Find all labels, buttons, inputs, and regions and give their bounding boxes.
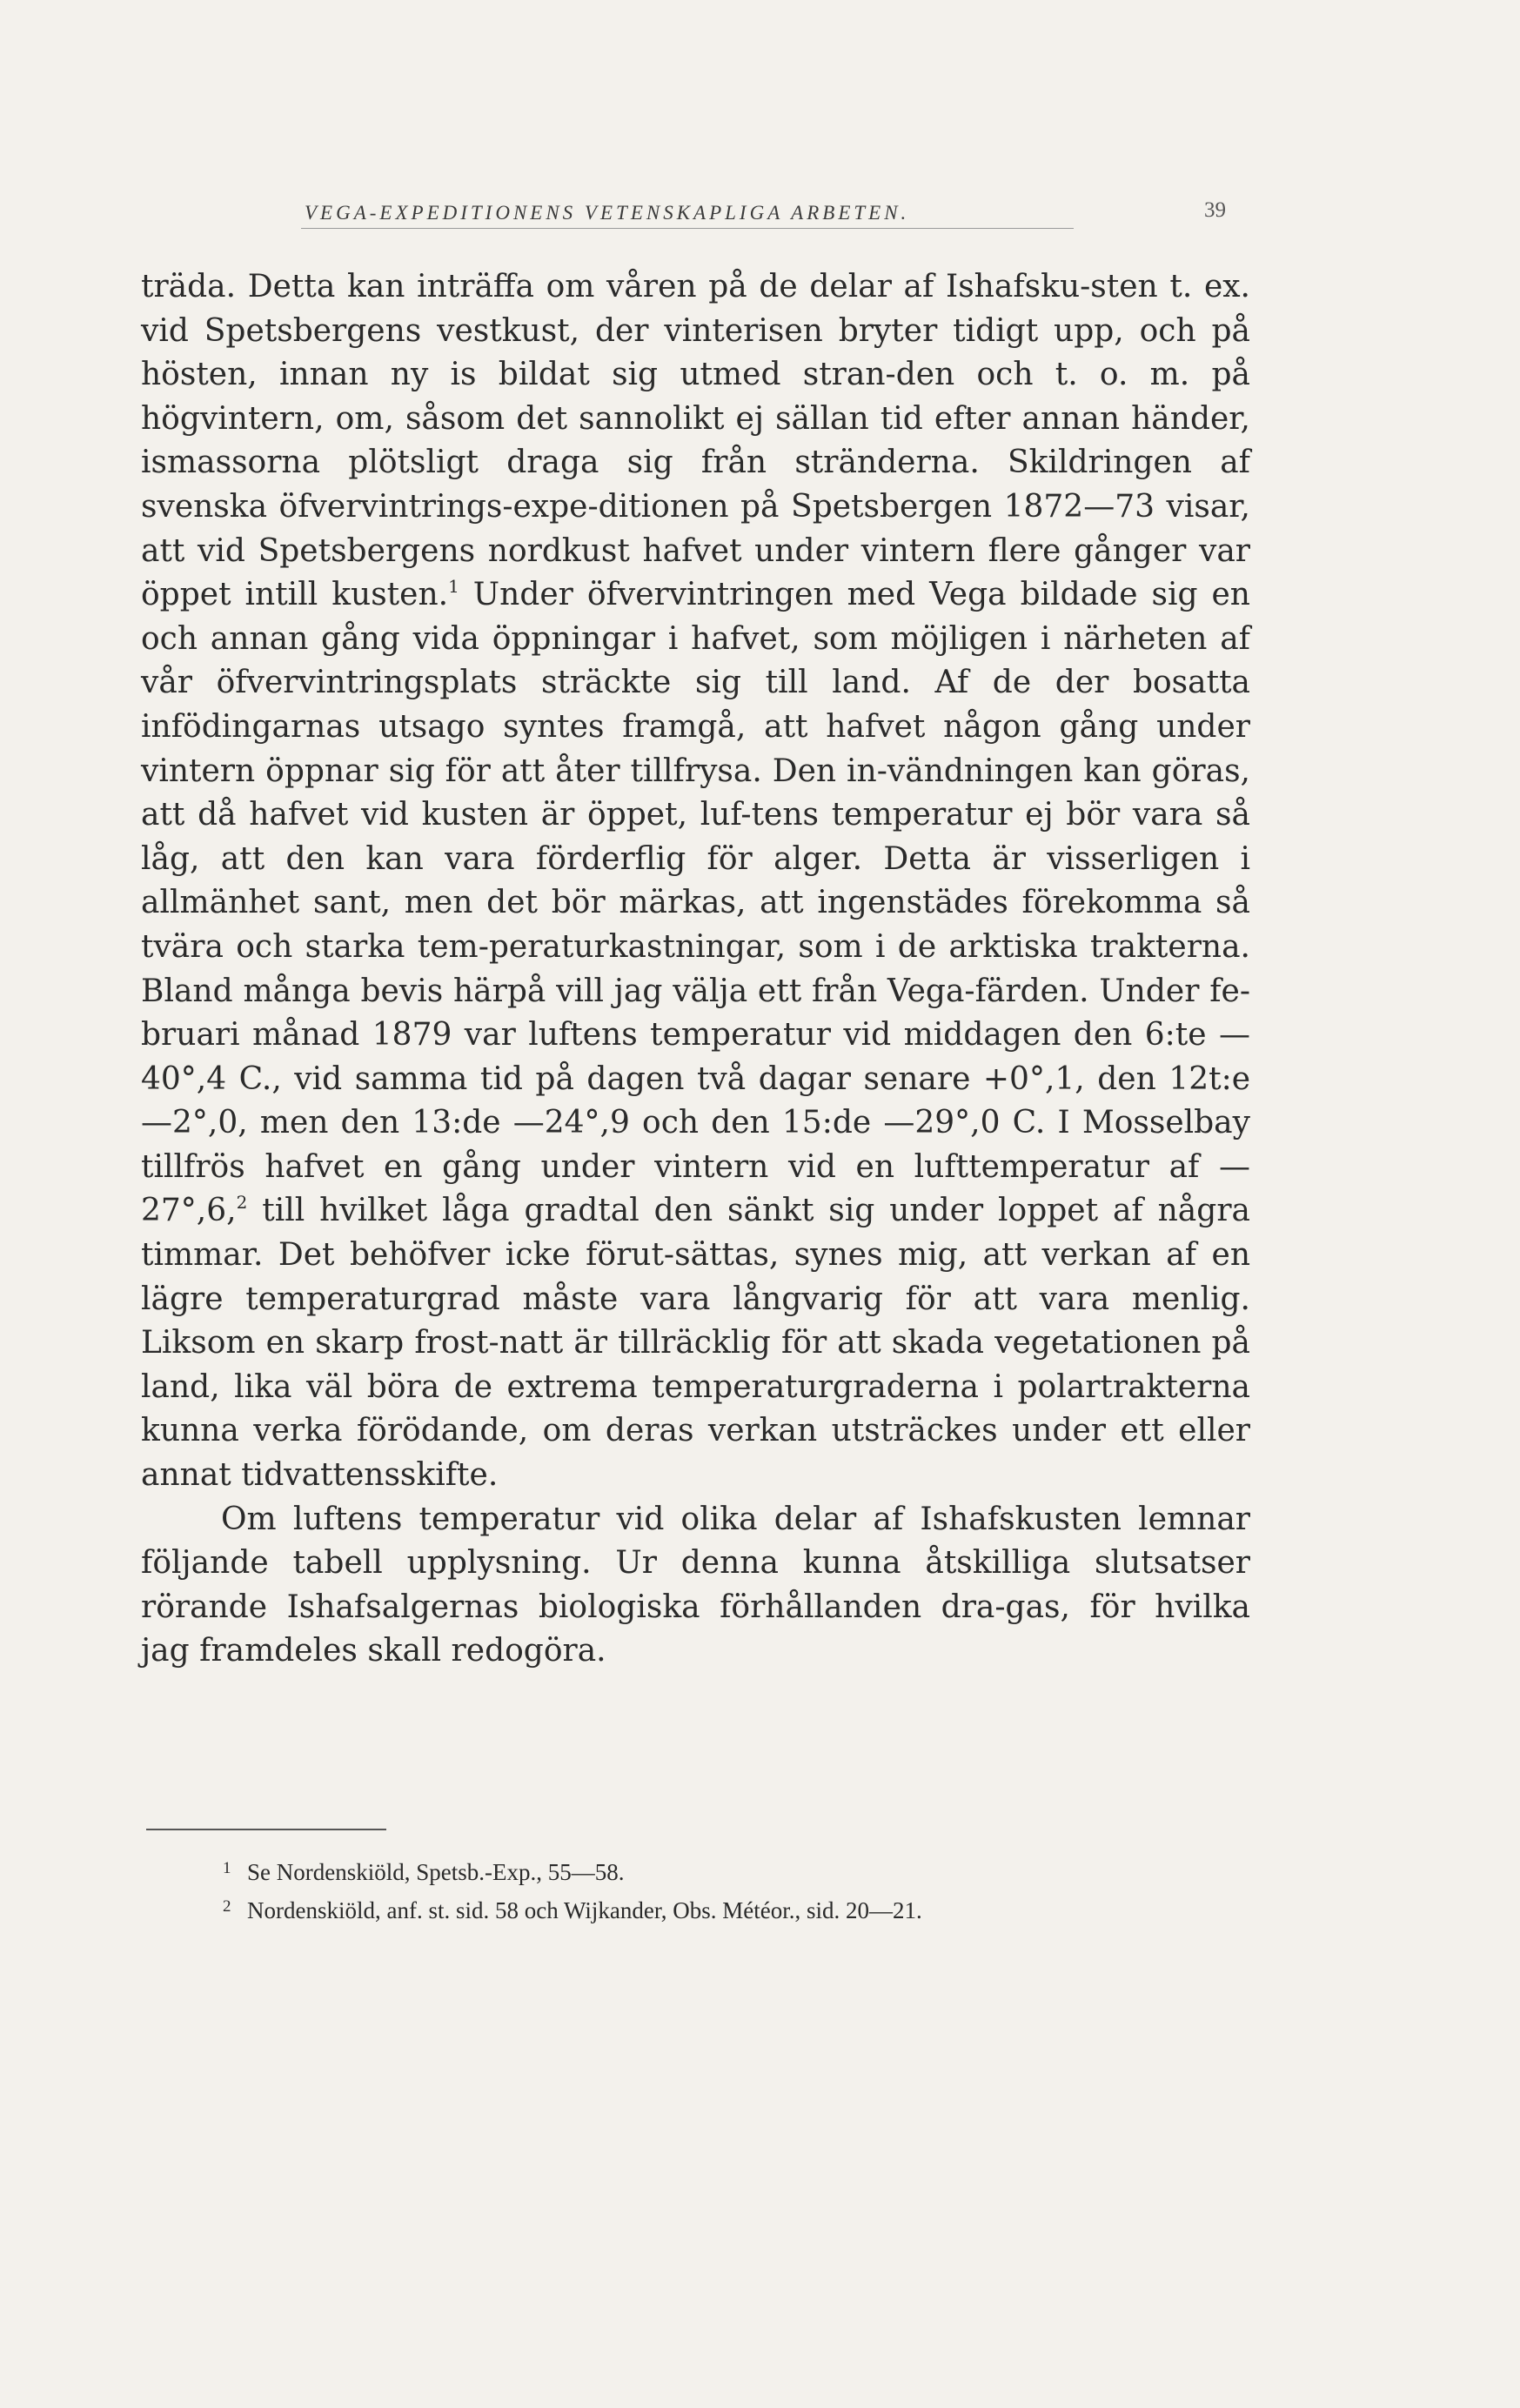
- paragraph-text: Under öfvervintringen med Vega bildade sig en och annan gång vida öppningar i hafvet, som möjligen i närheten af vår öfvervintringsplats sträckte sig till land. Af de der bosatta infödingarnas utsago syntes framgå, att hafvet någon gång under vintern öppnar sig för att åter tillfrysa. Den in-vändningen kan göras, att då hafvet vid kusten är öppet, luf-tens temperatur ej bör vara så låg, att den kan vara förderflig för alger. Detta är visserligen i allmänhet sant, men det bör märkas, att ingenstädes förekomma så tvära och starka tem-peraturkastningar, som i de arktiska trakterna. Bland många bevis härpå vill jag välja ett från Vega-färden. Under fe-bruari månad 1879 var luftens temperatur vid middagen den 6:te —40°,4 C., vid samma tid på dagen två dagar senare +0°,1, den 12t:e —2°,0, men den 13:de —24°,9 och den 15:de —29°,0 C. I Mosselbay tillfrös hafvet en gång under vintern vid en lufttemperatur af —27°,6,: [141, 577, 1250, 1229]
- footnote-rule: [146, 1829, 386, 1830]
- paragraph-text: till hvilket låga gradtal den sänkt sig under loppet af några timmar. Det behöfver icke förut-sättas, synes mig, att verkan af en lägre temperaturgrad måste vara långvarig för att vara menlig. Liksom en skarp frost-natt är tillräcklig för att skada vegetationen på land, lika väl böra de extrema temperaturgraderna i polartrakterna kunna verka förödande, om deras verkan utsträckes under ett eller annat tidvattensskifte.: [141, 1193, 1250, 1494]
- footnote: [223, 1890, 1267, 1928]
- footnotes: [223, 1851, 1267, 1928]
- footnote-mark: 1: [223, 1859, 231, 1877]
- footnote: [223, 1851, 1267, 1890]
- header-rule: [301, 228, 1074, 229]
- running-head: VEGA-EXPEDITIONENS VETENSKAPLIGA ARBETEN.: [305, 202, 910, 224]
- page-number: 39: [1204, 198, 1226, 222]
- paragraph-text: Om luftens temperatur vid olika delar af Ishafskusten lemnar följande tabell upplysning. Ur denna kunna åtskilliga slutsatser rörande Ishafsalgernas biologiska förhållanden dra-gas, för hvilka jag framdeles skall redogöra.: [141, 1501, 1250, 1669]
- paragraph: [141, 1498, 1250, 1674]
- footnote-text: Nordenskiöld, anf. st. sid. 58 och Wijkander, Obs. Météor., sid. 20—21.: [247, 1897, 922, 1923]
- footnote-reference[interactable]: 2: [236, 1192, 248, 1214]
- body-text: [141, 265, 1250, 1674]
- footnote-reference[interactable]: 1: [448, 576, 459, 598]
- footnote-text: Se Nordenskiöld, Spetsb.-Exp., 55—58.: [247, 1859, 625, 1885]
- footnote-mark: 2: [223, 1897, 231, 1916]
- paragraph: [141, 265, 1250, 1498]
- paragraph-text: träda. Detta kan inträffa om våren på de delar af Ishafsku-sten t. ex. vid Spetsbergens vestkust, der vinterisen bryter tidigt upp, och på hösten, innan ny is bildat sig utmed stran-den och t. o. m. på högvintern, om, såsom det sannolikt ej sällan tid efter annan händer, ismassorna plötsligt draga sig från stränderna. Skildringen af svenska öfvervintrings-expe-ditionen på Spetsbergen 1872—73 visar, att vid Spetsbergens nordkust hafvet under vintern flere gånger var öppet intill kusten.: [141, 269, 1250, 613]
